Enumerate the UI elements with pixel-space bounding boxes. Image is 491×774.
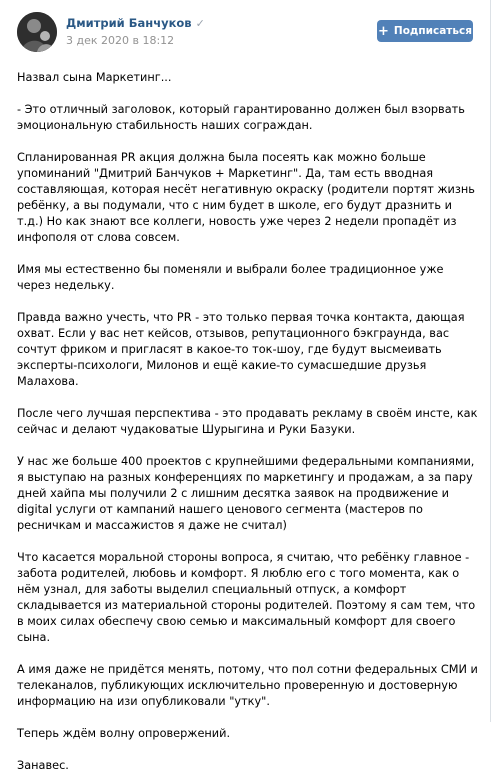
post-paragraph: После чего лучшая перспектива - это продавать рекламу в своём инсте, как сейчас и делают чудаковатые Шурыгина и Руки Базуки. — [17, 407, 478, 436]
post-paragraph: - Это отличный заголовок, который гарантированно должен был взорвать эмоциональную стабильность наших сограждан. — [17, 103, 465, 132]
post-paragraph: Правда важно учесть, что PR - это только первая точка контакта, дающая охват. Если у вас нет кейсов, отзывов, репутационного бэкграунда, вас сочтут фриком и пригласят в какое-то ток-шоу, где будут высмеивать эксперты-психологи, Милонов и ещё какие-то сумасшедшие друзья Малахова. — [17, 311, 465, 388]
post-paragraph: А имя даже не придётся менять, потому, что пол сотни федеральных СМИ и телеканалов, публикующих исключительно проверенную и достоверную информацию на изи опубликовали "утку". — [17, 663, 478, 708]
post-paragraph: Спланированная PR акция должна была посеять как можно больше упоминаний "Дмитрий Банчуков + Маркетинг". Да, там есть вводная составляющая, которая несёт негативную окраску (родители портят жизнь ребёнку, а вы подумали, что с ним будет в школе, его будут дразнить и т.д.) Но как знают все коллеги, новость уже через 2 недели пропадёт из инфополя от слова совсем. — [17, 151, 475, 244]
avatar[interactable] — [17, 12, 57, 52]
plus-icon: + — [378, 23, 389, 39]
subscribe-label: Подписаться — [393, 25, 472, 37]
post-paragraph: Имя мы естественно бы поменяли и выбрали более традиционное уже через недельку. — [17, 263, 444, 292]
subscribe-button[interactable] — [377, 20, 473, 42]
author-name-link[interactable] — [66, 16, 205, 30]
post-paragraph: Назвал сына Маркетинг... — [17, 71, 172, 84]
post-text — [17, 70, 479, 774]
checkmark-icon: ✓ — [195, 17, 205, 30]
post-paragraph: Что касается моральной стороны вопроса, я считаю, что ребёнку главное - забота родителей, любовь и комфорт. Я люблю его с того момента, как о нём узнал, для заботы выделил специальный отпуск, а комфорт складывается из материальной стороны родителей. Поэтому я сам тем, что в моих силах обеспечу свою семью и максимальный комфорт для своего сына. — [17, 551, 476, 644]
post-paragraph: Занавес. — [17, 759, 69, 772]
post-date[interactable]: 3 дек 2020 в 18:12 — [66, 34, 175, 47]
author-name: Дмитрий Банчуков — [66, 16, 192, 30]
avatar-photo — [17, 12, 57, 52]
post-paragraph: Теперь ждём волну опровержений. — [17, 727, 231, 740]
post-paragraph: У нас же больше 400 проектов с крупнейшими федеральными компаниями, я выступаю на разных конференциях по маркетингу и продажам, а за пару дней хайпа мы получили 2 с лишним десятка заявок на продвижение и digital услуги от кампаний нашего ценового сегмента (мастеров по ресничкам и массажистов я даже не считал) — [17, 455, 475, 532]
post-header — [17, 12, 477, 56]
